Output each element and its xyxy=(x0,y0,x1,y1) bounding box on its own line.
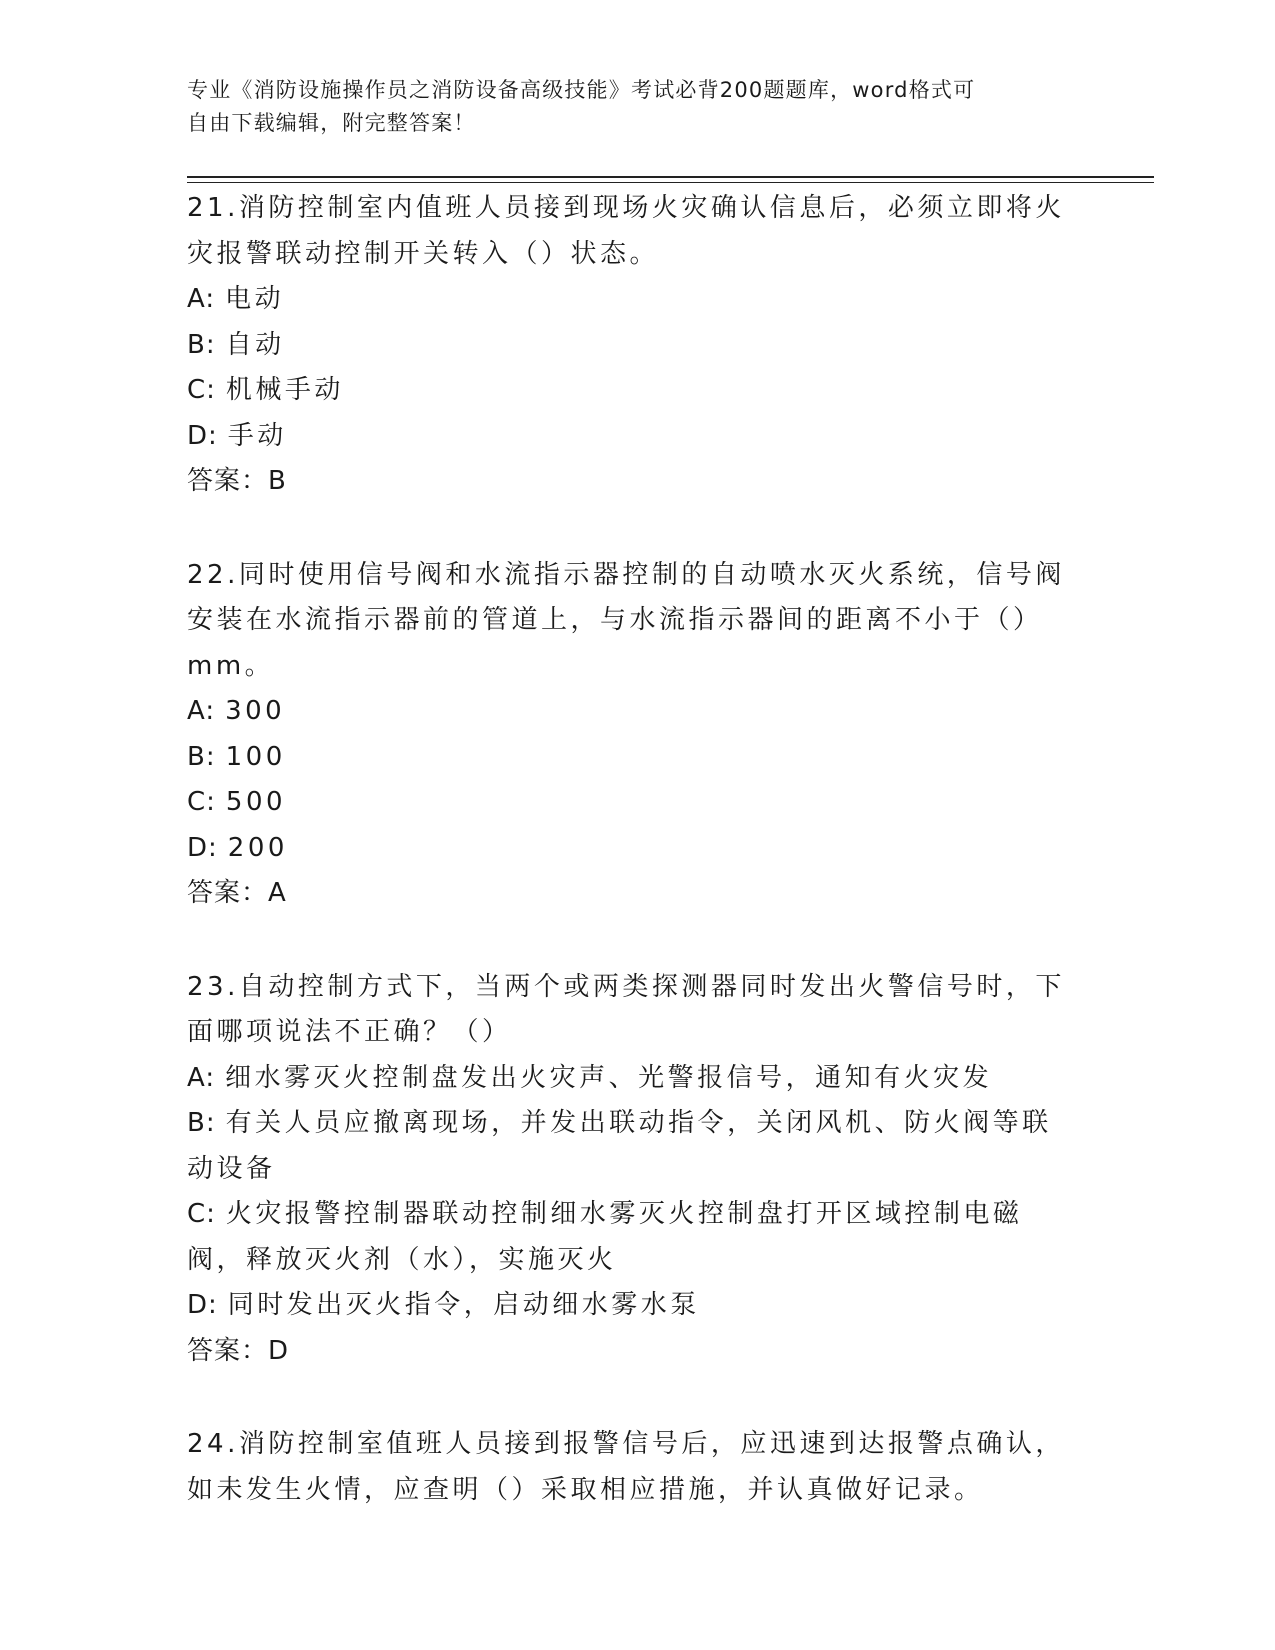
option-key: D: xyxy=(187,420,218,451)
answer-line: 答案：A xyxy=(187,878,287,908)
option-key: B: xyxy=(187,1108,216,1138)
option-b xyxy=(187,323,1067,369)
question-text: 消防控制室值班人员接到报警信号后，应迅速到达报警点确认，如未发生火情，应查明（）采取相应措施，并认真做好记录。 xyxy=(187,1429,1065,1505)
option-key: B: xyxy=(187,329,216,360)
option-text: 电动 xyxy=(225,284,285,314)
option-b xyxy=(187,735,1067,781)
question-stem xyxy=(187,553,1067,690)
question-text: 同时使用信号阀和水流指示器控制的自动喷水灭火系统，信号阀安装在水流指示器前的管道上，与水流指示器间的距离不小于（）mm。 xyxy=(187,559,1065,681)
option-text: 机械手动 xyxy=(225,375,344,405)
question-24 xyxy=(187,1422,1067,1513)
option-a xyxy=(187,689,1067,735)
option-text: 手动 xyxy=(227,420,287,451)
option-text: 200 xyxy=(227,832,288,863)
option-c xyxy=(187,1192,1067,1283)
option-key: B: xyxy=(187,741,216,772)
option-text: 有关人员应撤离现场，并发出联动指令，关闭风机、防火阀等联动设备 xyxy=(187,1108,1052,1184)
option-text: 500 xyxy=(225,787,287,817)
option-text: 300 xyxy=(225,696,286,726)
question-number: 22. xyxy=(187,559,239,590)
question-text: 自动控制方式下，当两个或两类探测器同时发出火警信号时，下面哪项说法不正确？（） xyxy=(187,971,1065,1047)
option-key: C: xyxy=(187,375,216,405)
option-key: A: xyxy=(187,1062,216,1093)
question-22 xyxy=(187,553,1067,917)
header-line-1: 专业《消防设施操作员之消防设备高级技能》考试必背200题题库，word格式可 xyxy=(187,78,976,102)
question-text: 消防控制室内值班人员接到现场火灾确认信息后，必须立即将火灾报警联动控制开关转入（）状态。 xyxy=(187,193,1065,269)
option-key: C: xyxy=(187,787,216,817)
option-text: 细水雾灭火控制盘发出火灾声、光警报信号，通知有火灾发 xyxy=(225,1062,993,1093)
option-d xyxy=(187,414,1067,460)
option-text: 同时发出灭火指令，启动细水雾水泵 xyxy=(227,1290,700,1320)
document-header xyxy=(187,74,1067,140)
option-key: D: xyxy=(187,832,218,863)
option-c xyxy=(187,368,1067,414)
question-list xyxy=(187,186,1067,1561)
option-key: D: xyxy=(187,1290,218,1320)
option-key: A: xyxy=(187,284,216,314)
option-d xyxy=(187,1283,1067,1329)
option-d xyxy=(187,826,1067,872)
header-line-2: 自由下载编辑，附完整答案！ xyxy=(187,111,476,135)
option-text: 100 xyxy=(225,741,286,772)
question-stem xyxy=(187,1422,1067,1513)
question-23 xyxy=(187,965,1067,1375)
question-number: 21. xyxy=(187,193,239,223)
answer-line: 答案：D xyxy=(187,1335,290,1366)
answer-line: 答案：B xyxy=(187,466,287,496)
option-a xyxy=(187,277,1067,323)
question-stem xyxy=(187,186,1067,277)
option-c xyxy=(187,780,1067,826)
option-text: 自动 xyxy=(225,329,285,360)
option-key: A: xyxy=(187,696,216,726)
header-divider-thick xyxy=(187,176,1154,178)
option-text: 火灾报警控制器联动控制细水雾灭火控制盘打开区域控制电磁阀，释放灭火剂（水），实施灭火 xyxy=(187,1199,1023,1275)
option-key: C: xyxy=(187,1199,216,1229)
question-number: 23. xyxy=(187,971,239,1002)
question-number: 24. xyxy=(187,1429,239,1459)
header-divider-thin xyxy=(187,182,1154,183)
question-stem xyxy=(187,965,1067,1056)
option-b xyxy=(187,1101,1067,1192)
option-a xyxy=(187,1056,1067,1102)
question-21 xyxy=(187,186,1067,505)
